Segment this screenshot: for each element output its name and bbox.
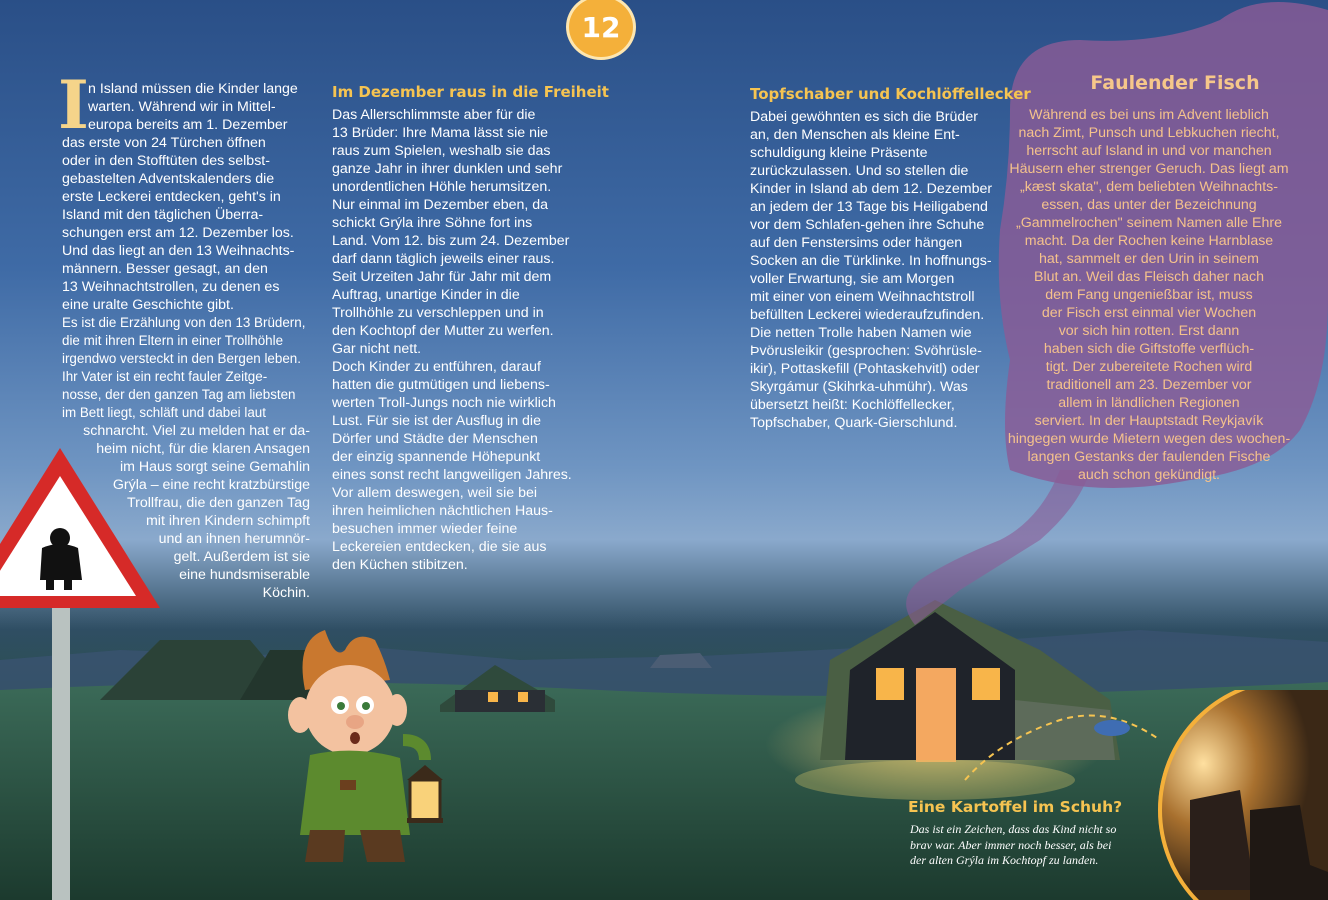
intro-line: Und das liegt an den 13 Weihnachts- (62, 243, 295, 259)
intro-line: oder in den Stofftüten des selbst- (62, 153, 270, 169)
intro-line: 13 Weihnachtstrollen, zu denen es (62, 279, 280, 295)
section-heading-topfschaber: Topfschaber und Kochlöffellecker (750, 85, 1031, 103)
section-heading-dezember: Im Dezember raus in die Freiheit (332, 83, 609, 101)
intro-line: n Island müssen die Kinder lange (88, 81, 298, 97)
drop-cap: I (58, 66, 89, 144)
intro-line: männern. Besser gesagt, an den (62, 261, 268, 277)
intro-line: im Bett liegt, schläft und dabei laut (62, 405, 266, 420)
boots-photo (1150, 690, 1328, 900)
intro-line: irgendwo versteckt in den Bergen leben. (62, 351, 301, 366)
page-number-badge: 12 (566, 0, 636, 60)
section-text-dezember: Das Allerschlimmste aber für die 13 Brüder: Ihre Mama lässt sie nie raus zum Spielen, weshalb sie das ganze Jahr in ihrer dunklen und sehr unordentlichen Höhle herumsitzen. Nur einmal im Dezember eben, da schickt Grýla ihre Söhne fort ins Land. Vom 12. bis zum 24. Dezember darf dann täglich jeweils einer raus. Seit Urzeiten Jahr für Jahr mit dem Auftrag, unartige Kinder in die Trollhöhle zu verschleppen und in den Kochtopf der Mutter zu werfen. Gar nicht nett. Doch Kinder zu entführen, darauf hatten die gutmütigen und liebens- werten Troll-Jungs noch nie wirklich Lust. Für sie ist der Ausflug in die Dörfer und Städte der Menschen der einzig spannende Höhepunkt eines sonst recht langweiligen Jahres. Vor allem deswegen, weil sie bei ihren heimlichen nächtlichen Haus- besuchen immer wieder feine Leckereien entdecken, die sie aus den Küchen stibitzen. (332, 107, 572, 573)
intro-text (62, 80, 322, 422)
intro-line: das erste von 24 Türchen öffnen (62, 135, 266, 151)
intro-line: schungen erst am 12. Dezember los. (62, 225, 294, 241)
intro-text-continued: schnarcht. Viel zu melden hat er da- heim nicht, für die klaren Ansagen im Haus sorgt seine Gemahlin Grýla – eine recht kratzbürstige Trollfrau, die den ganzen Tag mit ihren Kindern schimpft und an ihnen herumnör- gelt. Außerdem ist sie eine hundsmiserable Köchin. (83, 423, 310, 601)
intro-line: eine uralte Geschichte gibt. (62, 297, 234, 313)
section-text-topfschaber: Dabei gewöhnten es sich die Brüder an, den Menschen als kleine Ent- schuldigung kleine Präsente zurückzulassen. Und so stellen die Kinder in Island ab dem 12. Dezember an jedem der 13 Tage bis Heiligabend vor dem Schlafen-gehen ihre Schuhe auf den Fenstersims oder hängen Socken an die Türklinke. In hoffnungs- voller Erwartung, sie am Morgen mit einer von einem Weihnachtstroll befüllten Leckerei wiederaufzufinden. Die netten Trolle haben Namen wie Þvörusleikir (gesprochen: Svöhrüsle- ikir), Pottaskefill (Pohtaskehvitl) oder Skyrgámur (Skihrka-uhmühr). Was übersetzt heißt: Kochlöffellecker, Topfschaber, Quark-Gierschlund. (750, 109, 993, 431)
troll-boy-illustration (285, 630, 465, 870)
section-text-fisch: Während es bei uns im Advent lieblich nach Zimt, Punsch und Lebkuchen riecht, herrscht auf Island in und vor manchen Häusern eher strenger Geruch. Das liegt am „kæst skata", dem beliebten Weihnachts- essen, das unter der Bezeichnung „Gammelrochen" seinem Namen alle Ehre macht. Da der Rochen keine Harnblase hat, sammelt er den Urin in seinem Blut an. Weil das Fleisch daher nach dem Fang ungenießbar ist, muss der Fisch erst einmal vier Wochen vor sich hin rotten. Erst dann haben sich die Giftstoffe verflüch- tigt. Der zubereitete Rochen wird traditionell am 23. Dezember vor allem in ländlichen Regionen serviert. In der Hauptstadt Reykjavík hingegen wurde Mietern wegen des wochen- langen Gestanks der faulenden Fische auch schon gekündigt. (1007, 107, 1291, 483)
intro-line: Island mit den täglichen Überra- (62, 207, 264, 223)
intro-line: nosse, der den ganzen Tag am liebsten (62, 387, 296, 402)
intro-line: Ihr Vater ist ein recht fauler Zeitge- (62, 369, 268, 384)
intro-line: gebastelten Adventskalenders die (62, 171, 275, 187)
caption-heading-kartoffel: Eine Kartoffel im Schuh? (908, 798, 1123, 816)
intro-line: erste Leckerei entdecken, geht's in (62, 189, 281, 205)
intro-line: europa bereits am 1. Dezember (88, 117, 288, 133)
lantern-icon (407, 765, 443, 823)
intro-line: Es ist die Erzählung von den 13 Brüdern, (62, 315, 306, 330)
caption-text-kartoffel: Das ist ein Zeichen, dass das Kind nicht so brav war. Aber immer noch besser, als bei der alten Grýla im Kochtopf zu landen. (910, 822, 1117, 867)
intro-line: die mit ihren Eltern in einer Trollhöhle (62, 333, 284, 348)
intro-line: warten. Während wir in Mittel- (88, 99, 276, 115)
section-heading-fisch: Faulender Fisch (1090, 72, 1260, 94)
